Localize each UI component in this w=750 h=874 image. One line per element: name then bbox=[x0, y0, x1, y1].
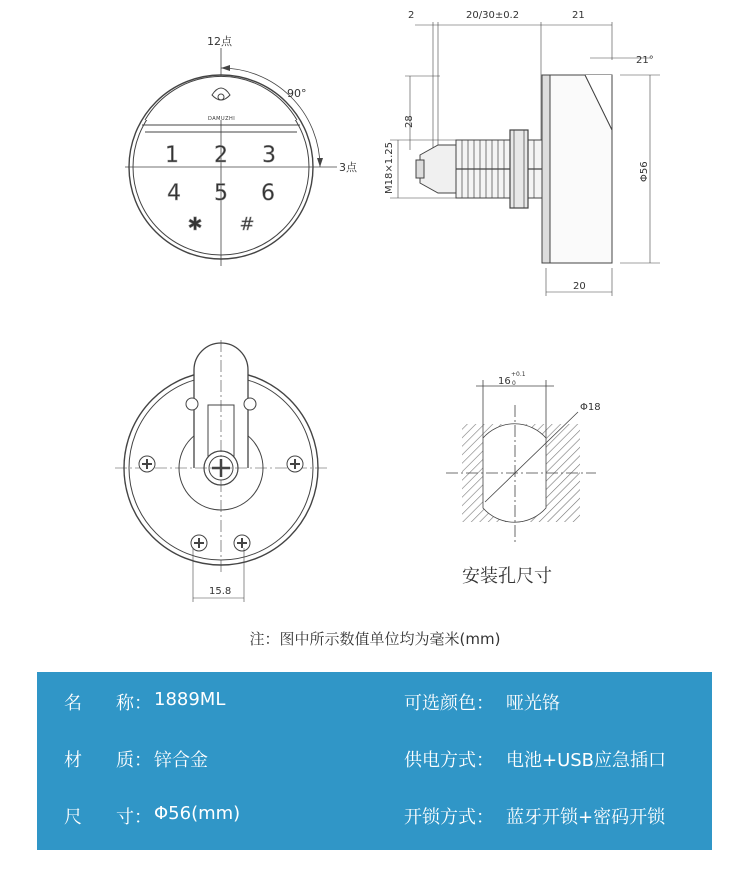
hole-width: 16 bbox=[498, 376, 511, 387]
key-1: 1 bbox=[165, 143, 179, 168]
dim-20-bottom: 20 bbox=[573, 281, 586, 292]
key-2: 2 bbox=[214, 143, 228, 168]
units-note: 注：图中所示数值单位均为毫米(mm) bbox=[249, 630, 501, 648]
key-5: 5 bbox=[214, 181, 228, 206]
screw-top-right-icon bbox=[244, 398, 256, 410]
dim-20-30: 20/30±0.2 bbox=[466, 10, 520, 21]
spec-material-label-1: 材 bbox=[64, 750, 82, 771]
angle-90-label: 90° bbox=[287, 87, 307, 100]
dim-diameter-56: Φ56 bbox=[639, 161, 650, 182]
hole-diameter: Φ18 bbox=[580, 402, 601, 413]
key-3: 3 bbox=[262, 143, 276, 168]
spec-size-value: Φ56(mm) bbox=[154, 803, 241, 824]
keypad bbox=[165, 143, 276, 235]
label-3-oclock: 3点 bbox=[339, 161, 357, 174]
spec-power-value: 电池+USB应急插口 bbox=[506, 750, 667, 771]
screw-top-left-icon bbox=[186, 398, 198, 410]
key-star: ✱ bbox=[187, 214, 203, 235]
side-view bbox=[390, 22, 660, 296]
screw-left-icon bbox=[139, 456, 155, 472]
spec-material-value: 锌合金 bbox=[154, 750, 208, 771]
spec-material-label-2: 质： bbox=[116, 750, 152, 771]
key-4: 4 bbox=[167, 181, 181, 206]
hole-caption: 安装孔尺寸 bbox=[462, 566, 552, 587]
screw-right-icon bbox=[287, 456, 303, 472]
spec-unlock-value: 蓝牙开锁+密码开锁 bbox=[506, 807, 666, 828]
specs-panel bbox=[37, 672, 712, 850]
dim-thread: M18×1.25 bbox=[384, 142, 395, 194]
hole-tol-lower: 0 bbox=[512, 380, 516, 387]
spec-name-value: 1889ML bbox=[154, 689, 226, 710]
spec-name-label-2: 称： bbox=[116, 693, 152, 714]
screw-bottom-left-icon bbox=[191, 535, 207, 551]
spec-name-label-1: 名 bbox=[64, 693, 82, 714]
spec-color-value: 哑光铬 bbox=[506, 693, 560, 714]
back-view bbox=[115, 340, 328, 602]
brand-text: DAMUZHI bbox=[208, 116, 236, 122]
hole-tol-upper: +0.1 bbox=[511, 371, 526, 378]
spec-size-label-1: 尺 bbox=[64, 807, 82, 828]
key-6: 6 bbox=[261, 181, 275, 206]
dim-21-top: 21 bbox=[572, 10, 585, 21]
dim-28: 28 bbox=[404, 115, 415, 128]
key-hash: # bbox=[239, 214, 255, 235]
spec-size-label-2: 寸： bbox=[116, 807, 152, 828]
dim-15-8: 15.8 bbox=[209, 586, 232, 597]
dim-21-degree: 21° bbox=[636, 55, 654, 66]
spec-power-label: 供电方式： bbox=[404, 750, 494, 771]
screw-bottom-right-icon bbox=[234, 535, 250, 551]
mounting-hole-view bbox=[446, 380, 596, 545]
label-12-oclock: 12点 bbox=[207, 35, 232, 48]
spec-color-label: 可选颜色： bbox=[404, 693, 494, 714]
spec-unlock-label: 开锁方式： bbox=[404, 807, 494, 828]
dim-2: 2 bbox=[408, 10, 415, 21]
front-view bbox=[125, 48, 337, 266]
